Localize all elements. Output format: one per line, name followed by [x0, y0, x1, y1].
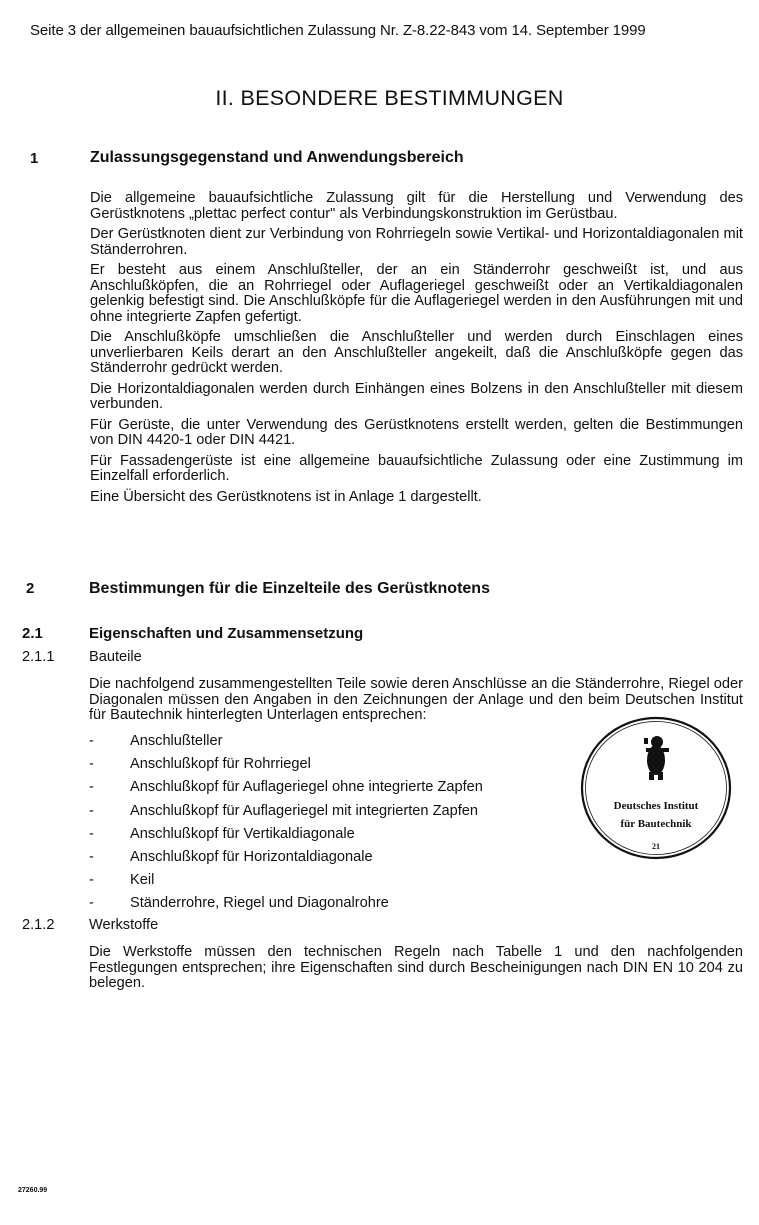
list-item: [89, 846, 559, 869]
section-2-1-1-title: Bauteile: [89, 649, 142, 665]
section-1-paragraph: Die Anschlußköpfe umschließen die Anschlußteller und werden durch Einschlagen eines unverlierbaren Keils derart an den Anschlußteller angekeilt, daß die Anschlußköpfe gegen das Ständerrohr gedrückt werden.: [90, 329, 743, 376]
section-1-number: 1: [30, 150, 39, 167]
document-code: 27260.99: [18, 1187, 48, 1194]
stamp-number: 21: [652, 842, 660, 851]
section-2-1-number: 2.1: [22, 625, 43, 642]
stamp-text-line1: Deutsches Institut: [613, 800, 699, 812]
dash-bullet: -: [89, 895, 94, 912]
section-1-body: [90, 191, 743, 510]
section-1-paragraph: Die Horizontaldiagonalen werden durch Einhängen eines Bolzens in den Anschlußteller mit diesem verbunden.: [90, 380, 743, 412]
list-item: [89, 753, 559, 776]
list-item: [89, 892, 559, 915]
list-item-text: Anschlußkopf für Auflageriegel ohne integrierte Zapfen: [130, 779, 483, 796]
section-1-paragraph: Eine Übersicht des Gerüstknotens ist in Anlage 1 dargestellt.: [90, 488, 482, 505]
list-item-text: Ständerrohre, Riegel und Diagonalrohre: [130, 895, 389, 912]
page-header: Seite 3 der allgemeinen bauaufsichtlichen Zulassung Nr. Z-8.22-843 vom 14. September 1999: [30, 22, 646, 39]
institute-stamp: [576, 712, 736, 862]
dash-bullet: -: [89, 825, 94, 842]
list-item: [89, 776, 559, 799]
section-2-1-2-title: Werkstoffe: [89, 917, 159, 933]
section-2-1-1-paragraph: Die nachfolgend zusammengestellten Teile sowie deren Anschlüsse an die Ständerrohre, Riegel oder Diagonalen müssen den Angaben in den Zeichnungen der Anlage und den beim Deutschen Institut für Bautechnik hinterlegten Unterlagen entsprechen:: [89, 676, 743, 723]
section-1-paragraph: Für Fassadengerüste ist eine allgemeine bauaufsichtliche Zulassung oder eine Zustimmung im Einzelfall erforderlich.: [90, 452, 743, 484]
dash-bullet: -: [89, 848, 94, 865]
section-1-paragraph: Für Gerüste, die unter Verwendung des Gerüstknotens erstellt werden, gelten die Bestimmungen von DIN 4420-1 oder DIN 4421.: [90, 416, 743, 448]
section-1-title: Zulassungsgegenstand und Anwendungsbereich: [90, 149, 464, 166]
list-item-text: Anschlußteller: [130, 733, 223, 749]
stamp-text-line2: für Bautechnik: [620, 818, 692, 830]
component-list: [89, 730, 559, 916]
list-item-text: Anschlußkopf für Vertikaldiagonale: [130, 825, 355, 842]
section-2-number: 2: [26, 580, 35, 597]
list-item-text: Keil: [130, 872, 155, 889]
section-2-1-2-number: 2.1.2: [22, 917, 55, 933]
dash-bullet: -: [89, 756, 94, 773]
section-2-title: Bestimmungen für die Einzelteile des Gerüstknotens: [89, 580, 490, 597]
list-item: [89, 730, 559, 753]
bear-icon: [644, 736, 669, 780]
section-1-paragraph: Er besteht aus einem Anschlußteller, der an ein Ständerrohr geschweißt ist, und aus Anschlußköpfen, die an Rohrriegel oder Auflageriegel geschweißt oder an Vertikaldiagonalen gelenkig befestigt sind. Die Anschlußköpfe für die Auflageriegel werden in den Ausführungen mit und ohne integrierte Zapfen gefertigt.: [90, 262, 743, 325]
section-2-1-2-paragraph: Die Werkstoffe müssen den technischen Regeln nach Tabelle 1 und den nachfolgenden Festlegungen entsprechen; ihre Eigenschaften sind durch Bescheinigungen nach DIN EN 10 204 zu belegen.: [89, 944, 743, 991]
list-item-text: Anschlußkopf für Horizontaldiagonale: [130, 848, 373, 865]
list-item-text: Anschlußkopf für Rohrriegel: [130, 756, 311, 773]
dash-bullet: -: [89, 779, 94, 796]
dash-bullet: -: [89, 802, 94, 819]
section-1-paragraph: Die allgemeine bauaufsichtliche Zulassung gilt für die Herstellung und Verwendung des Gerüstknotens „plettac perfect contur" als Verbindungskonstruktion im Gerüstbau.: [90, 190, 743, 222]
page-title: II. BESONDERE BESTIMMUNGEN: [215, 86, 564, 110]
section-1-paragraph: Der Gerüstknoten dient zur Verbindung von Rohrriegeln sowie Vertikal- und Horizontaldiagonalen mit Ständerrohren.: [90, 226, 743, 258]
dash-bullet: -: [89, 872, 94, 889]
dash-bullet: -: [89, 733, 94, 749]
section-2-1-1-number: 2.1.1: [22, 649, 55, 665]
list-item: [89, 869, 559, 892]
list-item: [89, 800, 559, 823]
section-2-1-title: Eigenschaften und Zusammensetzung: [89, 625, 364, 642]
stamp-seal: [576, 712, 736, 862]
list-item-text: Anschlußkopf für Auflageriegel mit integrierten Zapfen: [130, 802, 479, 819]
list-item: [89, 823, 559, 846]
